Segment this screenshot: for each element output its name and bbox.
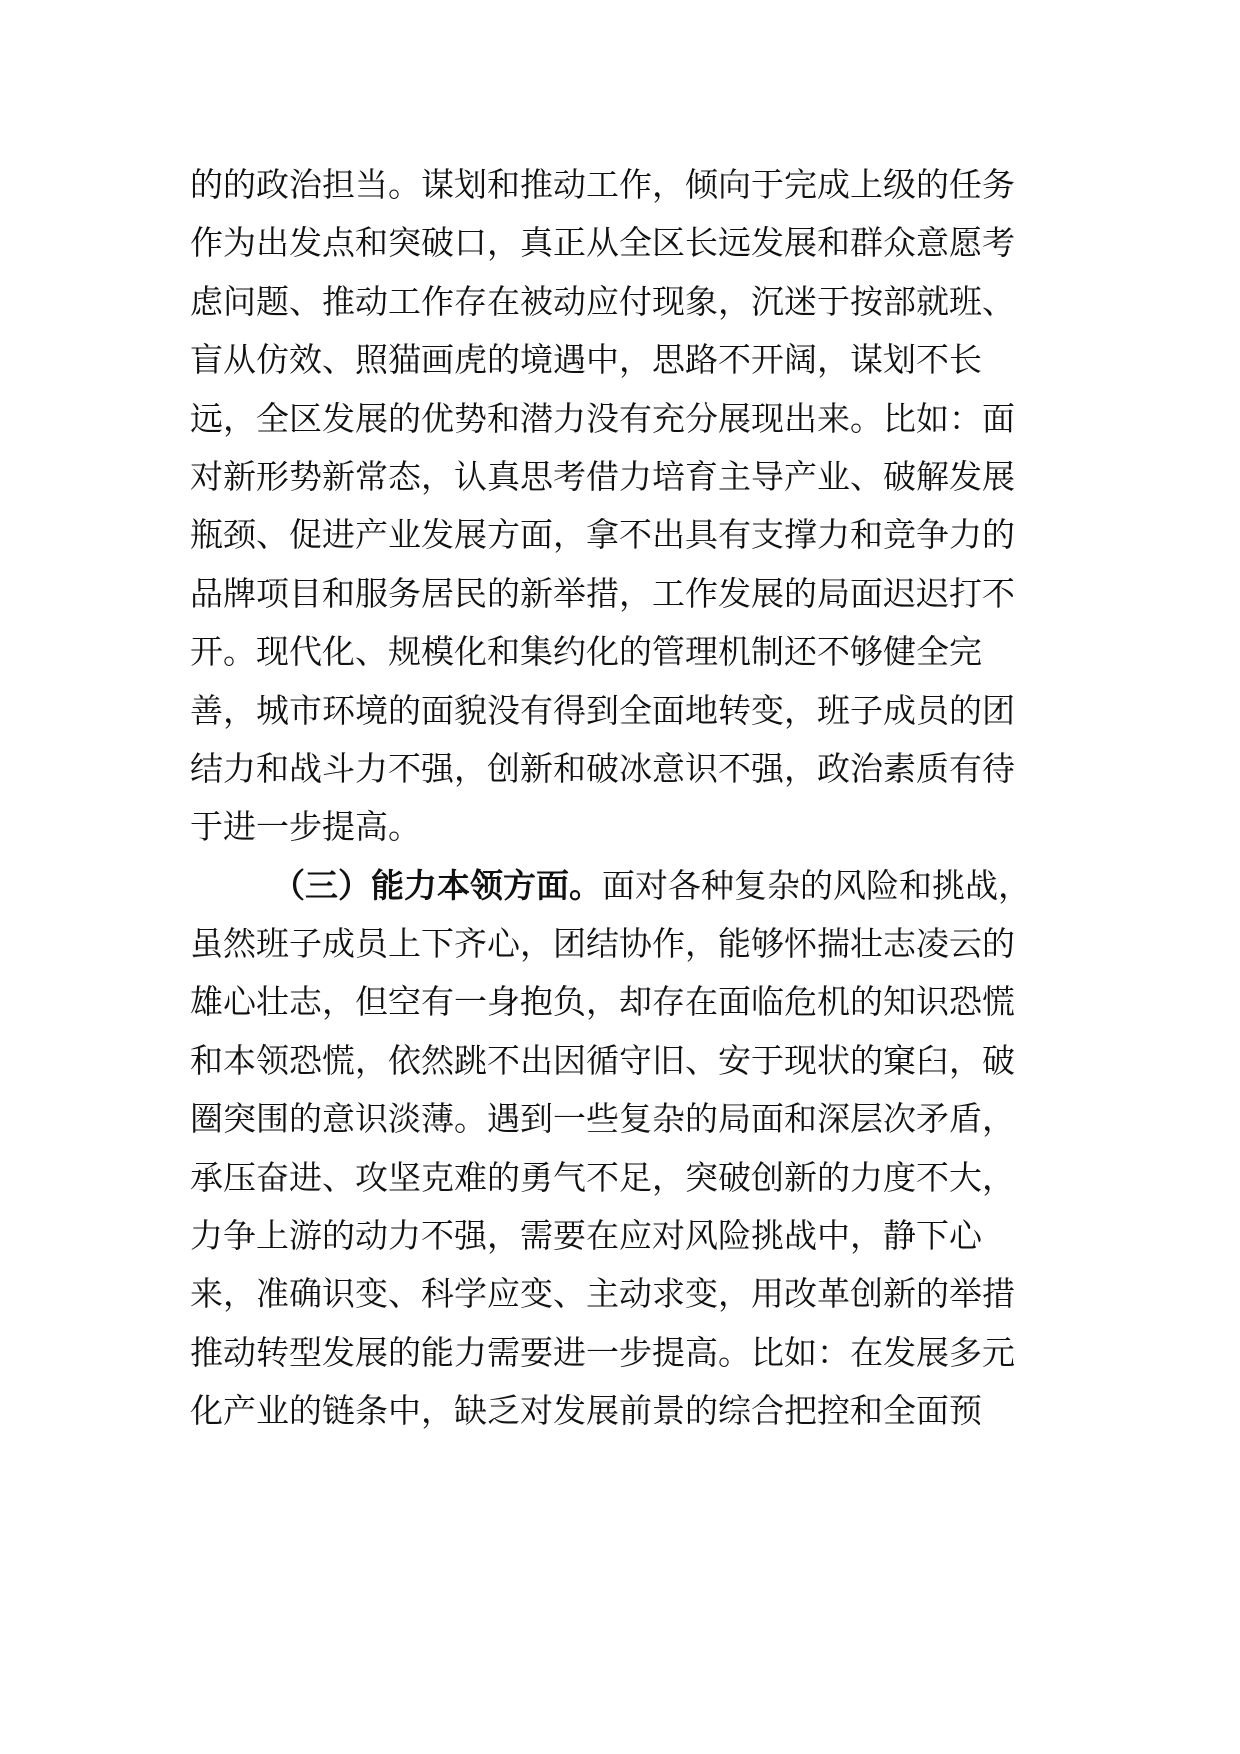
text-line: 开。现代化、规模化和集约化的管理机制还不够健全完 bbox=[190, 632, 982, 672]
text-line: 圈突围的意识淡薄。遇到一些复杂的局面和深层次矛盾， bbox=[190, 1099, 1015, 1139]
text-line: 承压奋进、攻坚克难的勇气不足，突破创新的力度不大， bbox=[190, 1157, 1015, 1197]
text-line: 善，城市环境的面貌没有得到全面地转变，班子成员的团 bbox=[190, 690, 1015, 730]
text-line: 和本领恐慌，依然跳不出因循守旧、安于现状的窠臼，破 bbox=[190, 1040, 1015, 1080]
text-line: 的的政治担当。谋划和推动工作，倾向于完成上级的任务 bbox=[190, 165, 1015, 204]
text-line: 推动转型发展的能力需要进一步提高。比如：在发展多元 bbox=[190, 1332, 1015, 1372]
text-line: 来，准确识变、科学应变、主动求变，用改革创新的举措 bbox=[190, 1274, 1015, 1314]
document-body bbox=[190, 156, 1070, 1441]
text-line: 盲从仿效、照猫画虎的境遇中，思路不开阔，谋划不长 bbox=[190, 340, 982, 380]
text-line: 雄心壮志，但空有一身抱负，却存在面临危机的知识恐慌 bbox=[190, 982, 1015, 1022]
text-line: 瓶颈、促进产业发展方面，拿不出具有支撑力和竞争力的 bbox=[190, 515, 1015, 555]
text-line: 品牌项目和服务居民的新举措，工作发展的局面迟迟打不 bbox=[190, 573, 1015, 613]
section-first-text: 面对各种复杂的风险和挑战， bbox=[602, 865, 1031, 905]
text-line: 于进一步提高。 bbox=[190, 807, 421, 847]
text-line: 对新形势新常态，认真思考借力培育主导产业、破解发展 bbox=[190, 456, 1015, 496]
section-heading: （三）能力本领方面。 bbox=[272, 865, 602, 905]
text-line: 作为出发点和突破口，真正从全区长远发展和群众意愿考 bbox=[190, 223, 1015, 263]
text-line: 虑问题、推动工作存在被动应付现象，沉迷于按部就班、 bbox=[190, 281, 1015, 321]
section-first-line bbox=[190, 857, 1070, 915]
text-line: 虽然班子成员上下齐心，团结协作，能够怀揣壮志凌云的 bbox=[190, 924, 1015, 964]
text-line: 化产业的链条中，缺乏对发展前景的综合把控和全面预 bbox=[190, 1391, 982, 1431]
text-line: 结力和战斗力不强，创新和破冰意识不强，政治素质有待 bbox=[190, 748, 1015, 788]
text-line: 远，全区发展的优势和潜力没有充分展现出来。比如：面 bbox=[190, 398, 1015, 438]
text-line: 力争上游的动力不强，需要在应对风险挑战中，静下心 bbox=[190, 1216, 982, 1256]
